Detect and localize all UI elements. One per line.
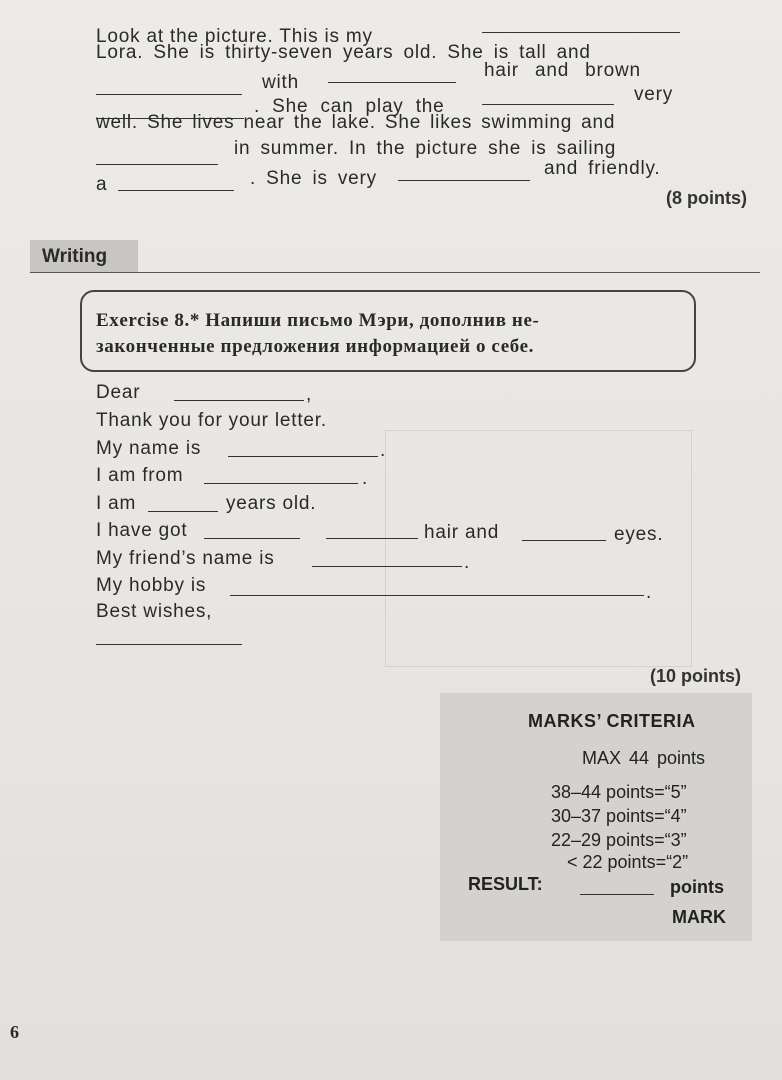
story-text: hair and brown <box>484 60 641 81</box>
period: . <box>646 582 653 603</box>
letter-dear: Dear <box>96 382 141 403</box>
story-text: . She is very <box>250 168 377 189</box>
story-line-4b <box>634 84 673 106</box>
period: . <box>464 552 471 573</box>
section-heading: Writing <box>42 246 108 267</box>
result-label: RESULT: <box>468 874 543 894</box>
friend-blank[interactable] <box>312 550 462 567</box>
section-rule <box>30 240 760 273</box>
hair-length-blank[interactable] <box>204 522 300 539</box>
page-number: 6 <box>10 1022 19 1042</box>
story-text: very <box>634 84 674 105</box>
blank-field[interactable] <box>482 16 680 33</box>
story-text: with <box>262 72 299 93</box>
name-blank[interactable] <box>174 384 304 401</box>
letter-years: years old. <box>226 493 317 514</box>
hair-colour-blank[interactable] <box>326 522 418 539</box>
blank-field[interactable] <box>118 174 234 191</box>
story-line-5 <box>96 112 615 134</box>
story-text: a <box>96 174 108 195</box>
result-unit: points <box>670 877 724 897</box>
letter-thanks: Thank you for your letter. <box>96 410 327 431</box>
period: . <box>362 468 369 489</box>
letter-wishes: Best wishes, <box>96 601 213 622</box>
story-text: and friendly. <box>544 158 661 179</box>
marks-row: 22–29 points=“3” <box>551 830 687 850</box>
comma: , <box>306 384 313 405</box>
story-line-6 <box>234 138 616 160</box>
marks-row: 30–37 points=“4” <box>551 806 687 826</box>
exercise-label: Exercise 8.* <box>96 310 200 331</box>
story-points: (8 points) <box>666 188 747 208</box>
marks-title: MARKS’ CRITERIA <box>528 711 696 731</box>
story-line-7c <box>544 158 661 180</box>
story-text: . She can play the <box>254 96 445 117</box>
from-blank[interactable] <box>204 467 358 484</box>
story-line-7b <box>250 168 377 190</box>
blank-field[interactable] <box>398 164 530 181</box>
story-line-3a <box>262 72 299 94</box>
letter-from-label: I am from <box>96 465 184 486</box>
story-text: in summer. In the picture she is sailing <box>234 138 617 159</box>
marks-row: 38–44 points=“5” <box>551 782 687 802</box>
exercise-instruction-1: Напиши письмо Мэри, дополнив не- <box>205 310 540 331</box>
story-text: well. She lives near the lake. She likes swimming and <box>96 112 616 133</box>
letter-points: (10 points) <box>650 666 742 686</box>
my-name-blank[interactable] <box>228 440 378 457</box>
letter-age-label: I am <box>96 493 137 514</box>
letter-friend-label: My friend’s name is <box>96 548 275 569</box>
hobby-blank[interactable] <box>230 579 644 596</box>
letter-eyes: eyes. <box>614 524 664 545</box>
marks-row: < 22 points=“2” <box>567 852 689 872</box>
blank-field[interactable] <box>96 78 242 95</box>
exercise-line-1 <box>96 310 539 332</box>
blank-field[interactable] <box>328 66 456 83</box>
blank-field[interactable] <box>482 88 614 105</box>
period: . <box>380 440 387 461</box>
story-line-7a <box>96 174 107 196</box>
mark-label: MARK <box>672 907 726 927</box>
age-blank[interactable] <box>148 495 218 512</box>
exercise-instruction-2: законченные предложения информацией о себе. <box>96 336 534 357</box>
letter-name-label: My name is <box>96 438 202 459</box>
marks-max: MAX 44 points <box>582 748 706 768</box>
story-text: Lora. She is thirty-seven years old. She is tall and <box>96 42 591 63</box>
story-line-3b <box>484 60 641 82</box>
eyes-blank[interactable] <box>522 524 606 541</box>
blank-field[interactable] <box>96 148 218 165</box>
story-text: Look at the picture. This is my <box>96 26 373 47</box>
letter-hair-and: hair and <box>424 522 500 543</box>
result-blank[interactable] <box>580 878 654 895</box>
letter-have-label: I have got <box>96 520 188 541</box>
signature-blank[interactable] <box>96 628 242 645</box>
background-grid <box>385 430 692 667</box>
letter-hobby-label: My hobby is <box>96 575 207 596</box>
